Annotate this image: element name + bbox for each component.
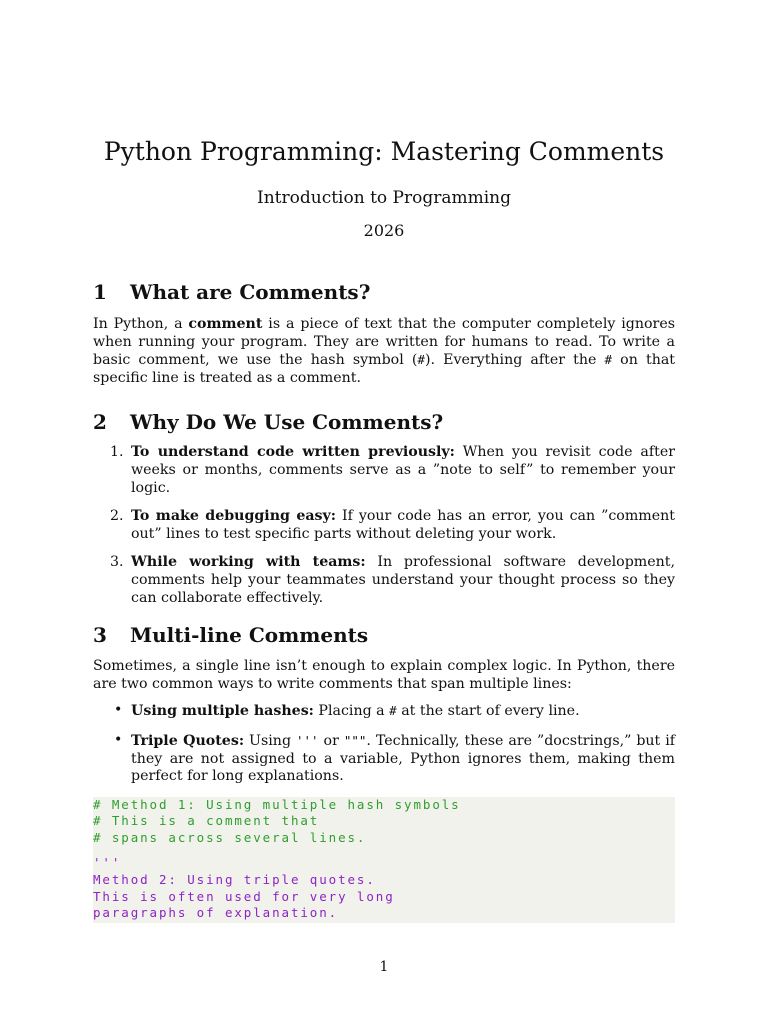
section-title: Multi-line Comments [130,623,369,648]
section-heading-3 [93,621,675,649]
document-body [93,278,675,923]
bullet-icon: • [114,731,123,748]
code-line: # Method 1: Using multiple hash symbols [93,796,461,812]
list-item: 2. To make debugging easy: If your code has an error, you can ”comment out” lines to test specific parts without deleting your work. [110,508,675,542]
section-heading-1 [93,278,675,306]
list-marker: 2. [110,508,124,525]
methods-list [93,702,675,785]
list-marker: 3. [110,554,124,571]
list-marker: 1. [110,444,124,461]
inline-code-hash: # [389,703,397,719]
document-title: Python Programming: Mastering Comments [103,137,665,166]
inline-code-triple-single: ''' [296,732,319,748]
code-line: This is often used for very long [93,888,395,904]
inline-code-hash: # [604,352,613,368]
bullet-icon: • [114,702,123,719]
code-line: paragraphs of explanation. [93,905,339,921]
code-block [93,797,675,924]
section-1-paragraph: In Python, a comment is a piece of text that the computer completely ignores when running your program. They are written for humans to read. To write a basic comment, we use the hash symbol (#). Everything after the # on that specific line is treated as a comment. [93,316,675,386]
document-date: 2026 [363,221,405,240]
code-line: ''' [93,855,122,871]
code-line: Method 2: Using triple quotes. [93,871,376,887]
code-gap [93,847,675,855]
section-title: What are Comments? [130,280,371,304]
section-number: 2 [93,410,107,435]
list-item: • Using multiple hashes: Placing a # at the start of every line. [114,702,580,720]
inline-code-triple-double: """ [343,732,367,748]
term-comment: comment [188,316,263,332]
code-line: # spans across several lines. [93,830,367,846]
page-number: 1 [379,959,389,975]
document-subtitle: Introduction to Programming [257,188,511,208]
inline-code-hash: # [417,352,425,368]
reasons-list [93,444,675,607]
section-title: Why Do We Use Comments? [130,410,444,435]
section-number: 3 [93,623,107,648]
section-3-intro: Sometimes, a single line isn’t enough to explain complex logic. In Python, there are two common ways to write comments that span multiple lines: [93,658,675,692]
list-item: 1. To understand code written previously: When you revisit code after weeks or months, comments serve as a ”note to self” to remember your logic. [110,444,675,496]
list-item: 3. While working with teams: In professional software development, comments help your teammates understand your thought process so they can collaborate effectively. [110,554,675,606]
code-line: # This is a comment that [93,813,320,829]
section-heading-2 [93,408,675,436]
list-item: • Triple Quotes: Using ''' or """. Technically, these are ”docstrings,” but if they are not assigned to a variable, Python ignores them, making them perfect for long explanations. [114,731,676,785]
section-number: 1 [93,280,107,304]
